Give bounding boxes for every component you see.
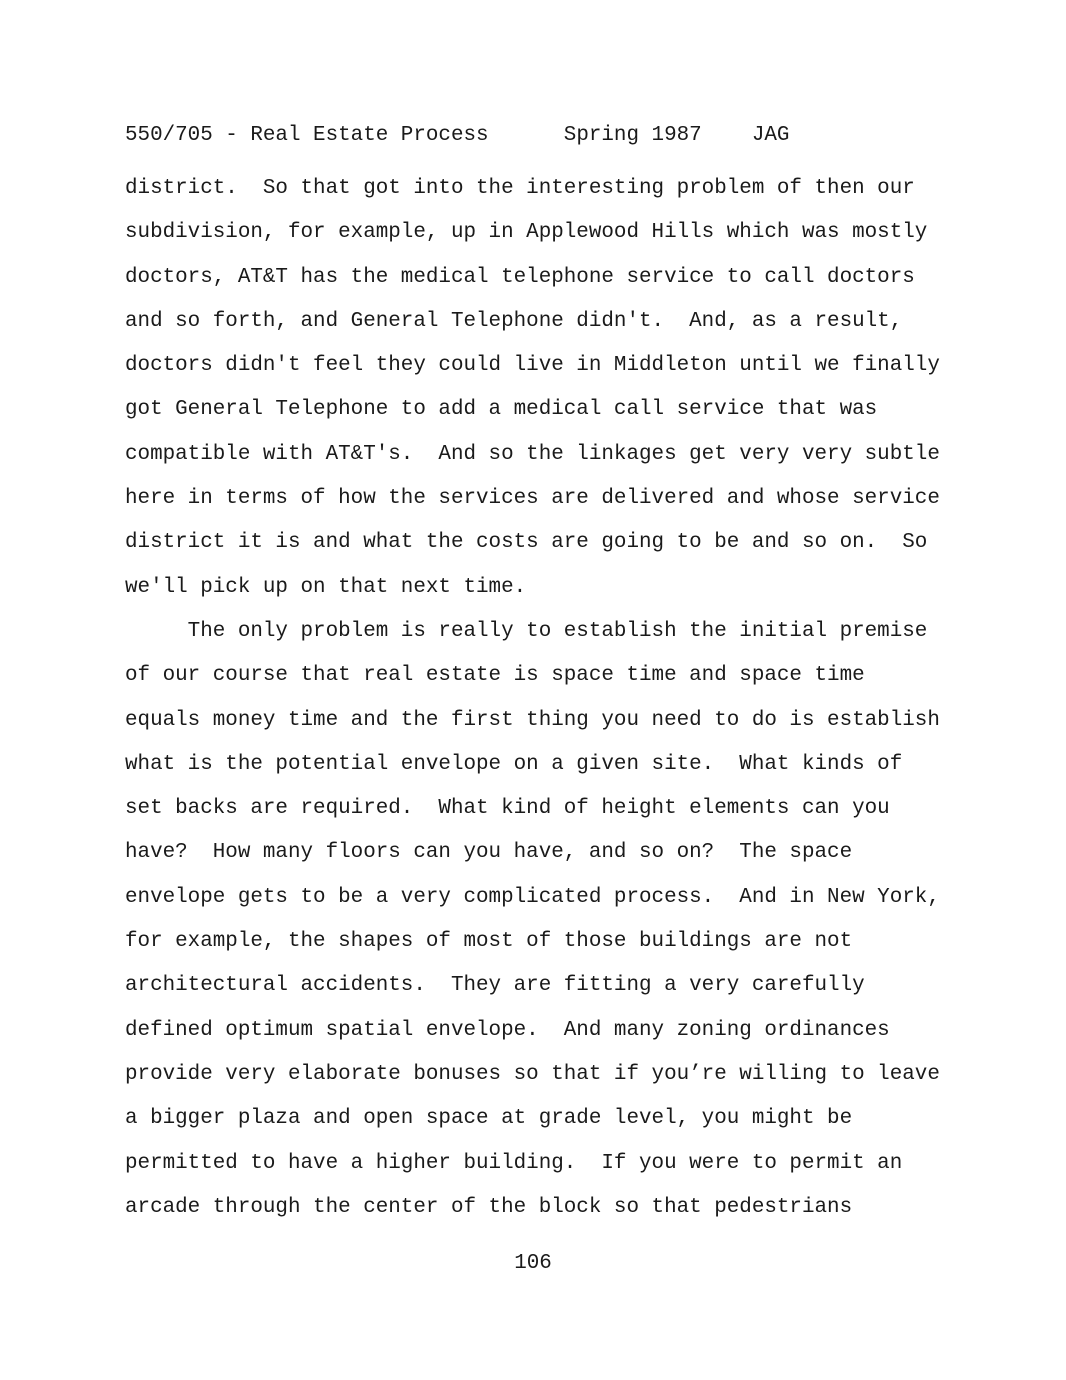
text-line: set backs are required. What kind of height elements can you (125, 797, 890, 821)
author-initials: JAG (751, 124, 790, 147)
text-line: compatible with AT&T's. And so the linkages get very very subtle (125, 442, 940, 466)
text-line: and so forth, and General Telephone didn't. And, as a result, (125, 309, 903, 333)
text-line: here in terms of how the services are delivered and whose service (125, 487, 940, 511)
text-line: provide very elaborate bonuses so that if you’re willing to leave (125, 1062, 940, 1086)
text-line: have? How many floors can you have, and so on? The space (125, 841, 853, 865)
text-line: for example, the shapes of most of those buildings are not (125, 930, 853, 954)
text-line: permitted to have a higher building. If you were to permit an (125, 1151, 903, 1175)
text-line: The only problem is really to establish the initial premise (125, 619, 928, 643)
text-line: got General Telephone to add a medical call service that was (125, 398, 878, 422)
text-line: we'll pick up on that next time. (125, 575, 527, 599)
text-line: of our course that real estate is space time and space time (125, 664, 865, 688)
text-line: district. So that got into the interesting problem of then our (125, 177, 915, 200)
text-line: envelope gets to be a very complicated process. And in New York, (125, 885, 940, 909)
term: Spring 1987 (563, 124, 702, 147)
text-line: defined optimum spatial envelope. And many zoning ordinances (125, 1018, 890, 1042)
text-line: arcade through the center of the block so that pedestrians (125, 1195, 853, 1219)
course-title: 550/705 - Real Estate Process (125, 124, 489, 147)
text-line: doctors, AT&T has the medical telephone service to call doctors (125, 265, 915, 289)
text-line: subdivision, for example, up in Applewood Hills which was mostly (125, 221, 928, 245)
page-number: 106 (514, 1252, 552, 1275)
text-line: district it is and what the costs are going to be and so on. So (125, 531, 928, 555)
text-line: doctors didn't feel they could live in Middleton until we finally (125, 354, 940, 378)
body-text (125, 167, 955, 1230)
text-line: what is the potential envelope on a given site. What kinds of (125, 752, 903, 776)
page-header (125, 123, 789, 149)
text-line: equals money time and the first thing you need to do is establish (125, 708, 940, 732)
text-line: a bigger plaza and open space at grade level, you might be (125, 1107, 853, 1131)
text-line: architectural accidents. They are fitting a very carefully (125, 974, 865, 998)
